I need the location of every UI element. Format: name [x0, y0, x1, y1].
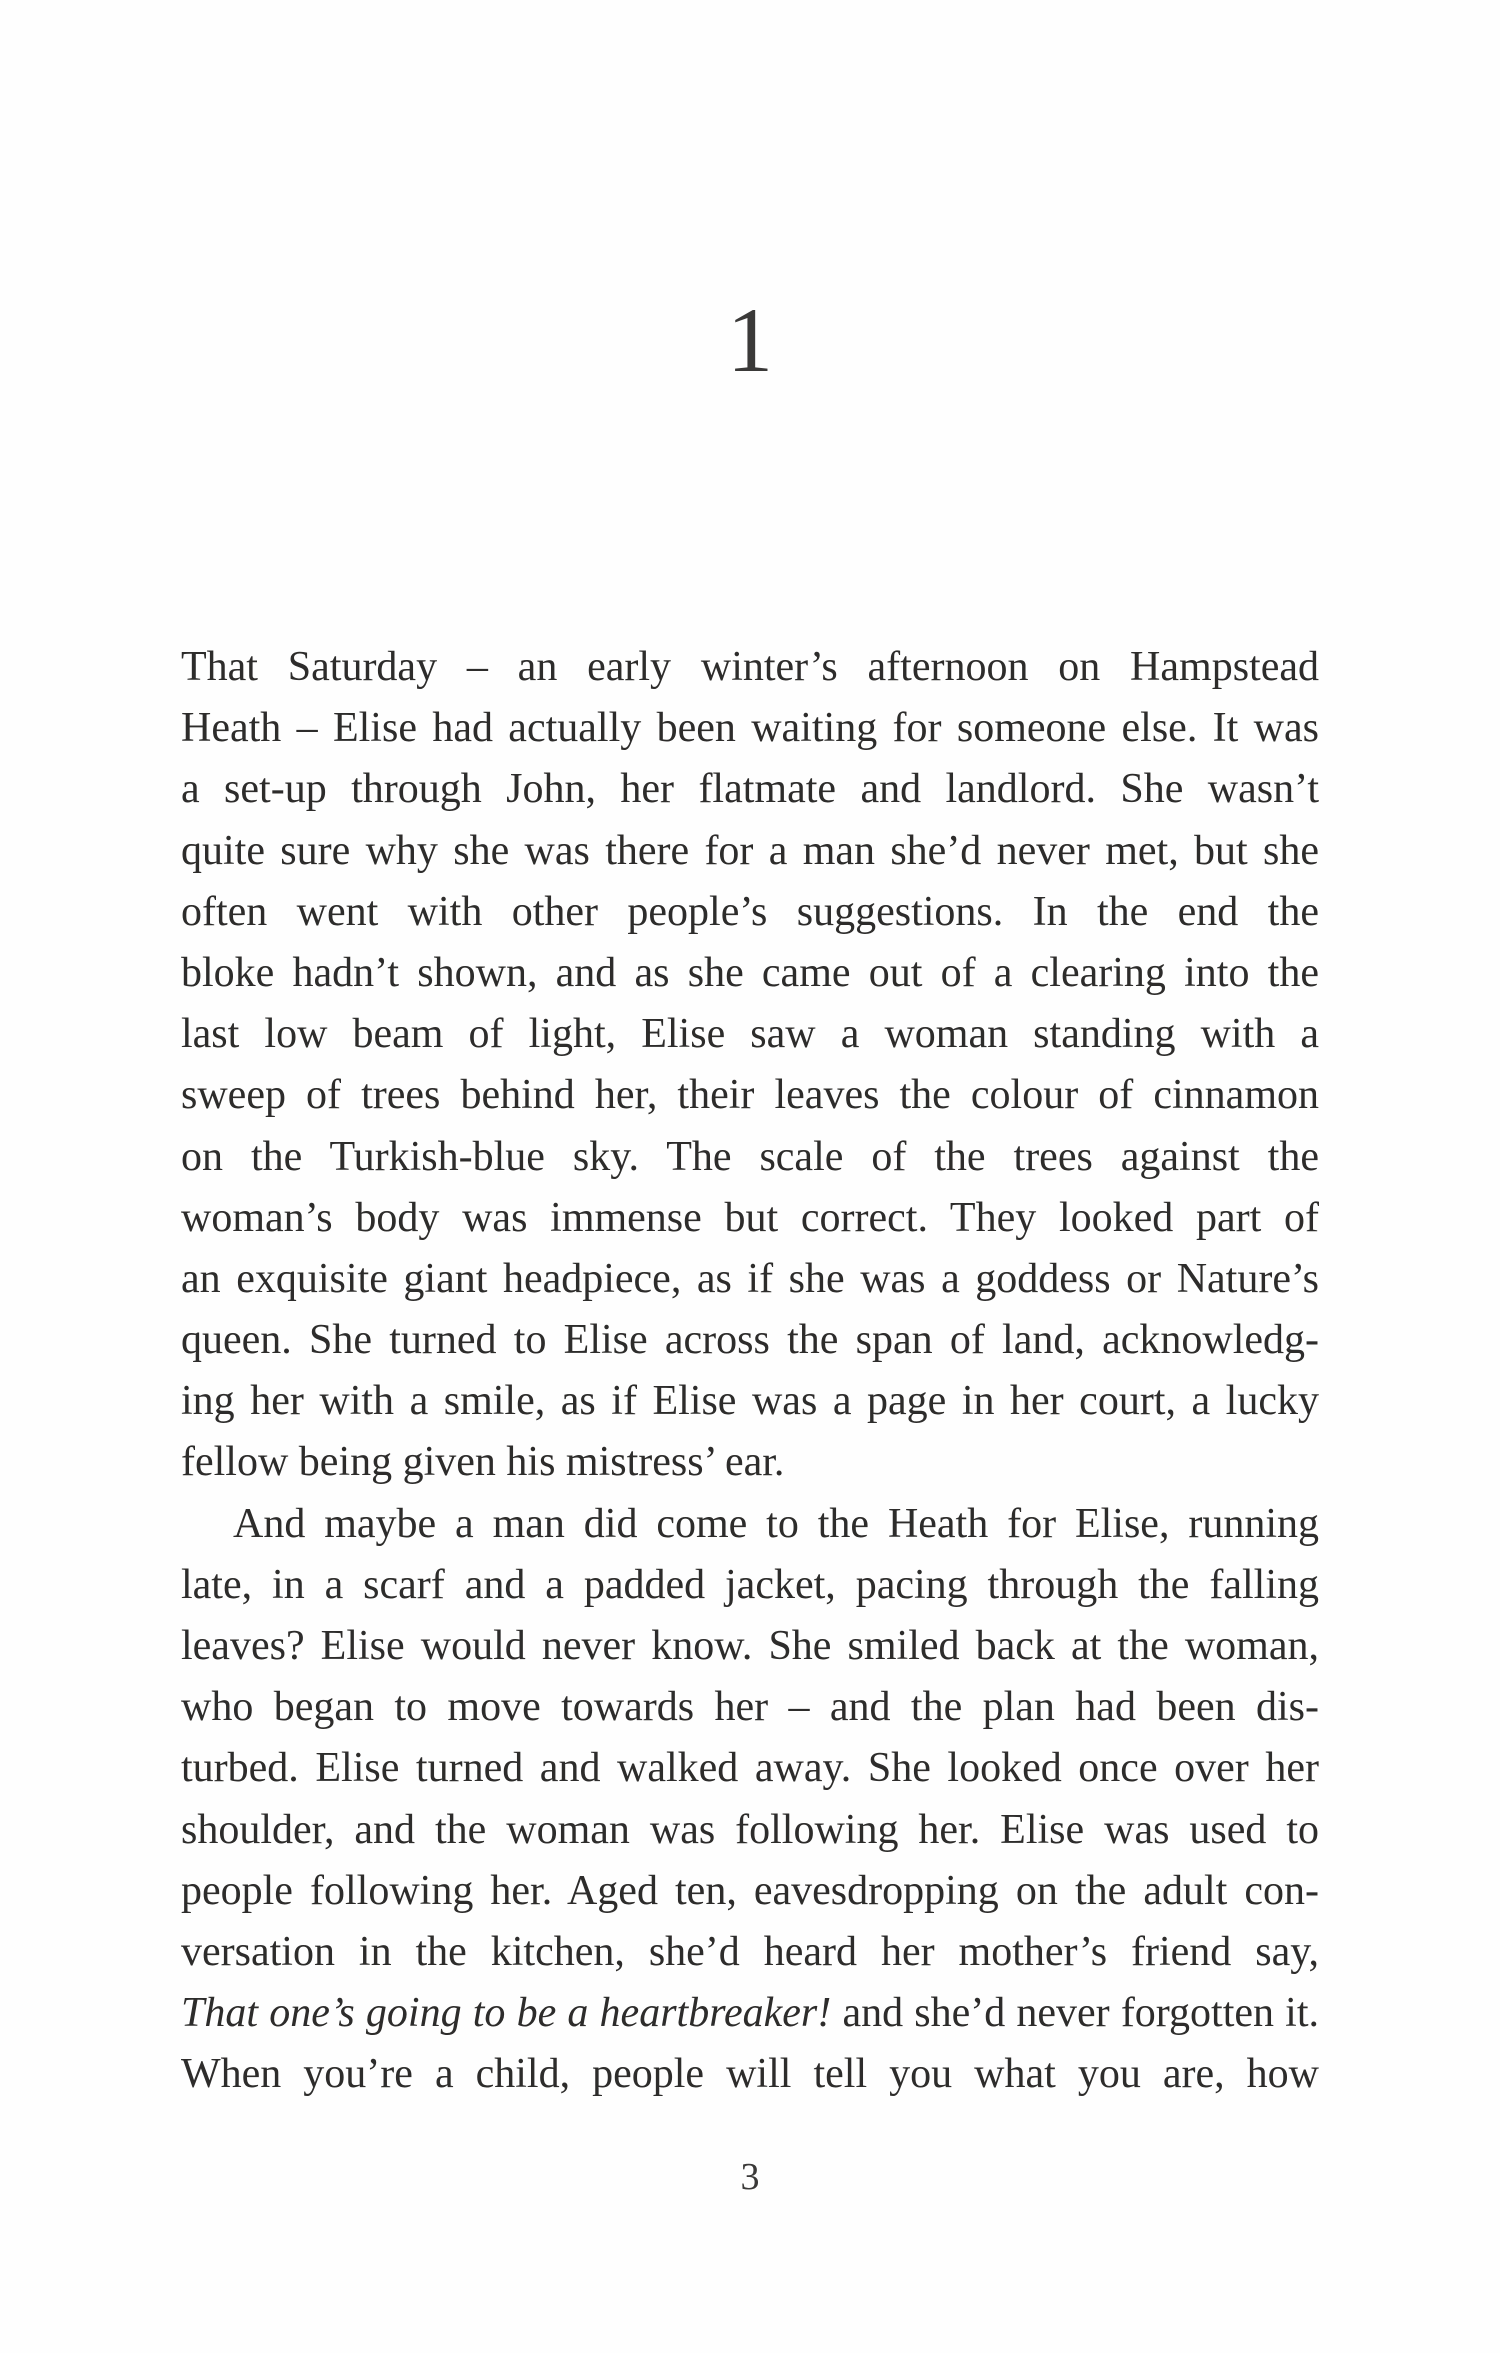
text-line: fellow being given his mistress’ ear.	[181, 1439, 785, 1486]
text-line: late, in a scarf and a padded jacket, pacing through the falling	[181, 1561, 1319, 1608]
text-fragment: and she’d never forgotten it.	[842, 1990, 1320, 2037]
text-line: people following her. Aged ten, eavesdropping on the adult con-	[181, 1867, 1319, 1914]
text-line: queen. She turned to Elise across the span of land, acknowledg-	[181, 1317, 1319, 1364]
chapter-number: 1	[727, 289, 773, 391]
text-line: last low beam of light, Elise saw a woman standing with a	[181, 1011, 1319, 1058]
text-line: often went with other people’s suggestions. In the end the	[181, 888, 1319, 935]
text-line: That Saturday – an early winter’s afternoon on Hampstead	[181, 644, 1319, 690]
text-line: When you’re a child, people will tell you what you are, how	[181, 2051, 1319, 2098]
text-line: shoulder, and the woman was following her. Elise was used to	[181, 1806, 1319, 1853]
chapter-body-text	[181, 637, 1319, 2106]
text-line: woman’s body was immense but correct. They looked part of	[181, 1194, 1319, 1241]
text-line: Heath – Elise had actually been waiting for someone else. It was	[181, 705, 1319, 752]
text-line: quite sure why she was there for a man she’d never met, but she	[181, 827, 1319, 874]
text-line: who began to move towards her – and the plan had been dis-	[181, 1684, 1319, 1731]
text-line: turbed. Elise turned and walked away. She looked once over her	[181, 1745, 1319, 1792]
text-line: leaves? Elise would never know. She smiled back at the woman,	[181, 1623, 1319, 1669]
text-line: sweep of trees behind her, their leaves the colour of cinnamon	[181, 1072, 1319, 1119]
text-line: on the Turkish-blue sky. The scale of the trees against the	[181, 1133, 1319, 1180]
text-line: ing her with a smile, as if Elise was a page in her court, a lucky	[181, 1378, 1319, 1425]
text-line	[181, 1983, 1319, 2044]
page-number: 3	[740, 2156, 760, 2198]
italic-quote: That one’s going to be a heartbreaker!	[181, 1990, 832, 2037]
text-line: a set-up through John, her flatmate and landlord. She wasn’t	[181, 766, 1319, 813]
text-line: bloke hadn’t shown, and as she came out of a clearing into the	[181, 949, 1319, 996]
text-line: an exquisite giant headpiece, as if she was a goddess or Nature’s	[181, 1255, 1319, 1302]
text-line: And maybe a man did come to the Heath for Elise, running	[233, 1500, 1319, 1547]
text-line: versation in the kitchen, she’d heard her mother’s friend say,	[181, 1928, 1319, 1975]
